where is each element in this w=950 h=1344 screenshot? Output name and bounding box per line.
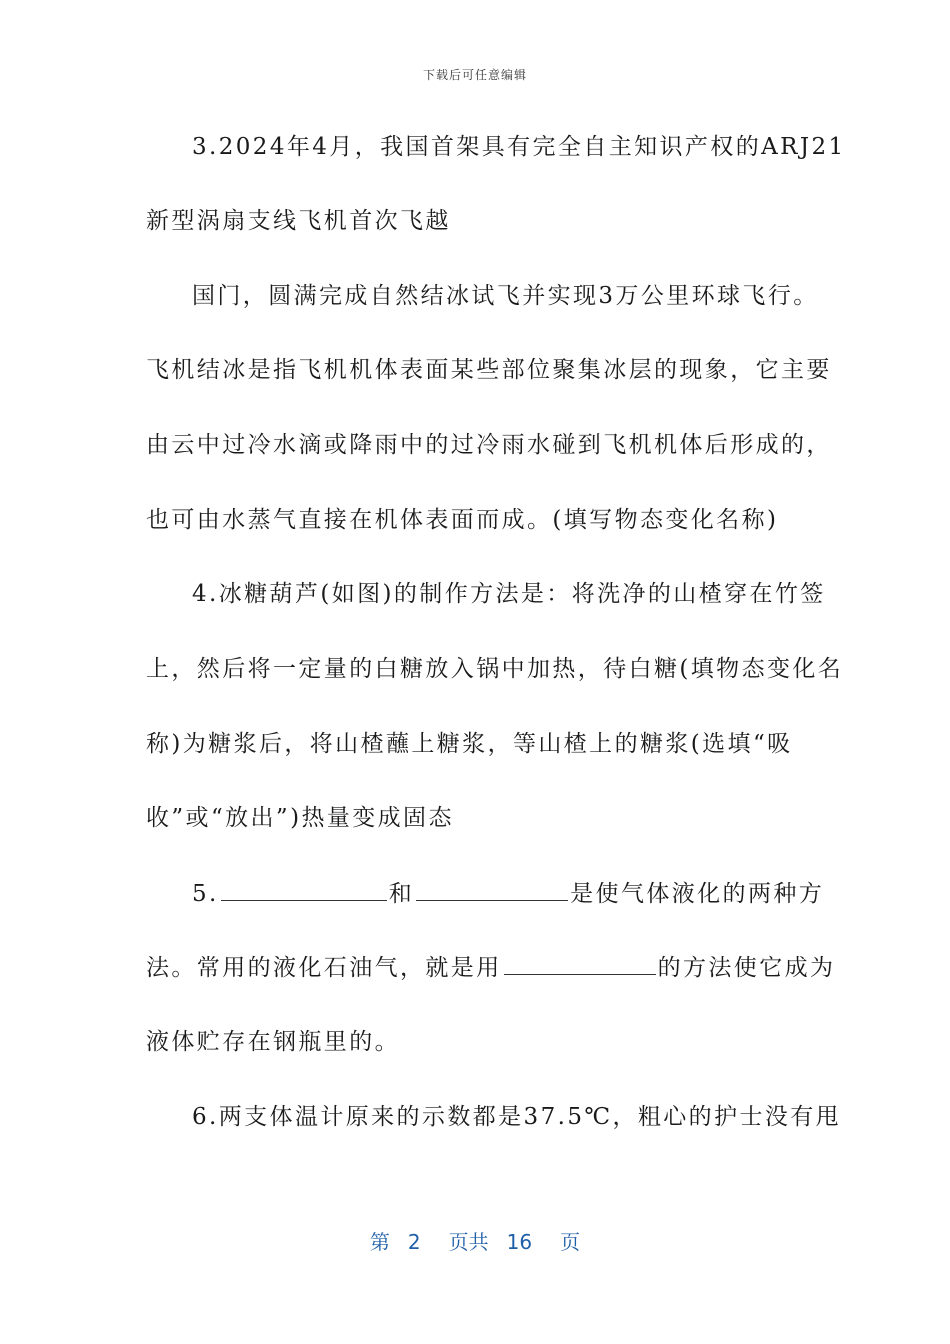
- question-6-line-1: 6.两支体温计原来的示数都是37.5℃，粗心的护士没有甩: [192, 1104, 842, 1130]
- text-line: 国门，圆满完成自然结冰试飞并实现3万公里环球飞行。: [192, 283, 819, 309]
- answer-blank[interactable]: [504, 952, 656, 975]
- answer-blank[interactable]: [416, 878, 568, 901]
- question-5-line-2: [146, 952, 835, 983]
- footer-total-pages: 16: [506, 1230, 533, 1254]
- text-line: 新型涡扇支线飞机首次飞越: [146, 208, 451, 234]
- text-line: 收”或“放出”)热量变成固态: [146, 805, 454, 831]
- header-note: 下载后可任意编辑: [422, 68, 527, 82]
- page-footer: [0, 1226, 950, 1255]
- q5-mid: 和: [388, 881, 415, 907]
- footer-ye-gong: 页共: [448, 1230, 489, 1254]
- q5-prefix: 5.: [192, 881, 219, 907]
- q5-suffix: 是使气体液化的两种方: [570, 881, 825, 907]
- answer-blank[interactable]: [221, 878, 387, 901]
- footer-page-number: 2: [407, 1230, 421, 1254]
- footer-di: 第: [369, 1230, 390, 1254]
- text-line: 由云中过冷水滴或降雨中的过冷雨水碰到飞机机体后形成的，: [146, 432, 832, 458]
- text-line: 4.冰糖葫芦(如图)的制作方法是：将洗净的山楂穿在竹签: [192, 581, 826, 607]
- text-line: 飞机结冰是指飞机机体表面某些部位聚集冰层的现象，它主要: [146, 357, 832, 383]
- text-line: 3.2024年4月，我国首架具有完全自主知识产权的ARJ21: [192, 134, 846, 160]
- footer-ye: 页: [560, 1230, 581, 1254]
- q5-line2-prefix: 法。常用的液化石油气，就是用: [146, 955, 502, 981]
- question-5-line-1: [192, 878, 824, 909]
- text-line: 上，然后将一定量的白糖放入锅中加热，待白糖(填物态变化名: [146, 656, 844, 682]
- question-5-line-3: 液体贮存在钢瓶里的。: [146, 1029, 400, 1055]
- text-line: 称)为糖浆后，将山楂蘸上糖浆，等山楂上的糖浆(选填“吸: [146, 731, 793, 757]
- q5-line2-suffix: 的方法使它成为: [657, 955, 836, 981]
- text-line: 也可由水蒸气直接在机体表面而成。(填写物态变化名称): [146, 507, 779, 533]
